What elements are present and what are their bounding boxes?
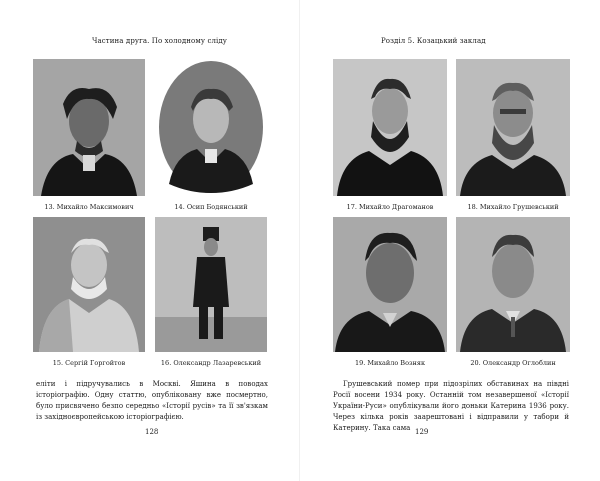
portrait-photo-vozniak (333, 217, 447, 352)
portrait-photo-drahomanov (333, 59, 447, 196)
portrait-photo-horgoitov (33, 217, 145, 352)
portrait-photo-maksymovych (33, 59, 145, 196)
portrait-photo-bodianskyi (155, 59, 267, 196)
portrait-photo-ohloblyn (456, 217, 570, 352)
figure-caption: 18. Михайло Грушевський (467, 203, 559, 211)
figure-caption: 16. Олександр Лазаревський (160, 359, 262, 367)
page-number: 128 (145, 428, 159, 436)
figure-caption: 13. Михайло Максимович (44, 203, 134, 211)
portrait-photo-lazarevskyi (155, 217, 267, 352)
body-text (333, 379, 569, 434)
figure-caption: 20. Олександр Оглоблин (470, 359, 556, 367)
portrait-photo-hrushevskyi (456, 59, 570, 196)
running-head: Розділ 5. Козацький заклад (381, 37, 486, 45)
figure-caption: 14. Осип Бодянський (174, 203, 248, 211)
figure-caption: 19. Михайло Возняк (354, 359, 426, 367)
body-paragraph: еліти і підручувались в Москві. Яшина в поводах історіографію. Одну статтю, опубліковану вже посмертно, було присвячено безпо середньо «Історії русів» та її зв'язкам із західноєвропейською історіографією. (36, 380, 268, 421)
right-page (300, 0, 600, 481)
page-number: 129 (415, 428, 429, 436)
figure-caption: 17. Михайло Драгоманов (346, 203, 434, 211)
running-head: Частина друга. По холодному сліду (92, 37, 227, 45)
body-text (36, 379, 268, 423)
body-paragraph: Грушевський помер при підозрілих обставинах на півдні Росії восени 1934 року. Останній том незавершеної «Історії України-Руси» опублікували його доньки Катерина 1936 року. Через кілька років заарештовані і відправили у табори й Катерину. Така сама (333, 380, 569, 432)
figure-caption: 15. Сергій Горгойтов (52, 359, 126, 367)
